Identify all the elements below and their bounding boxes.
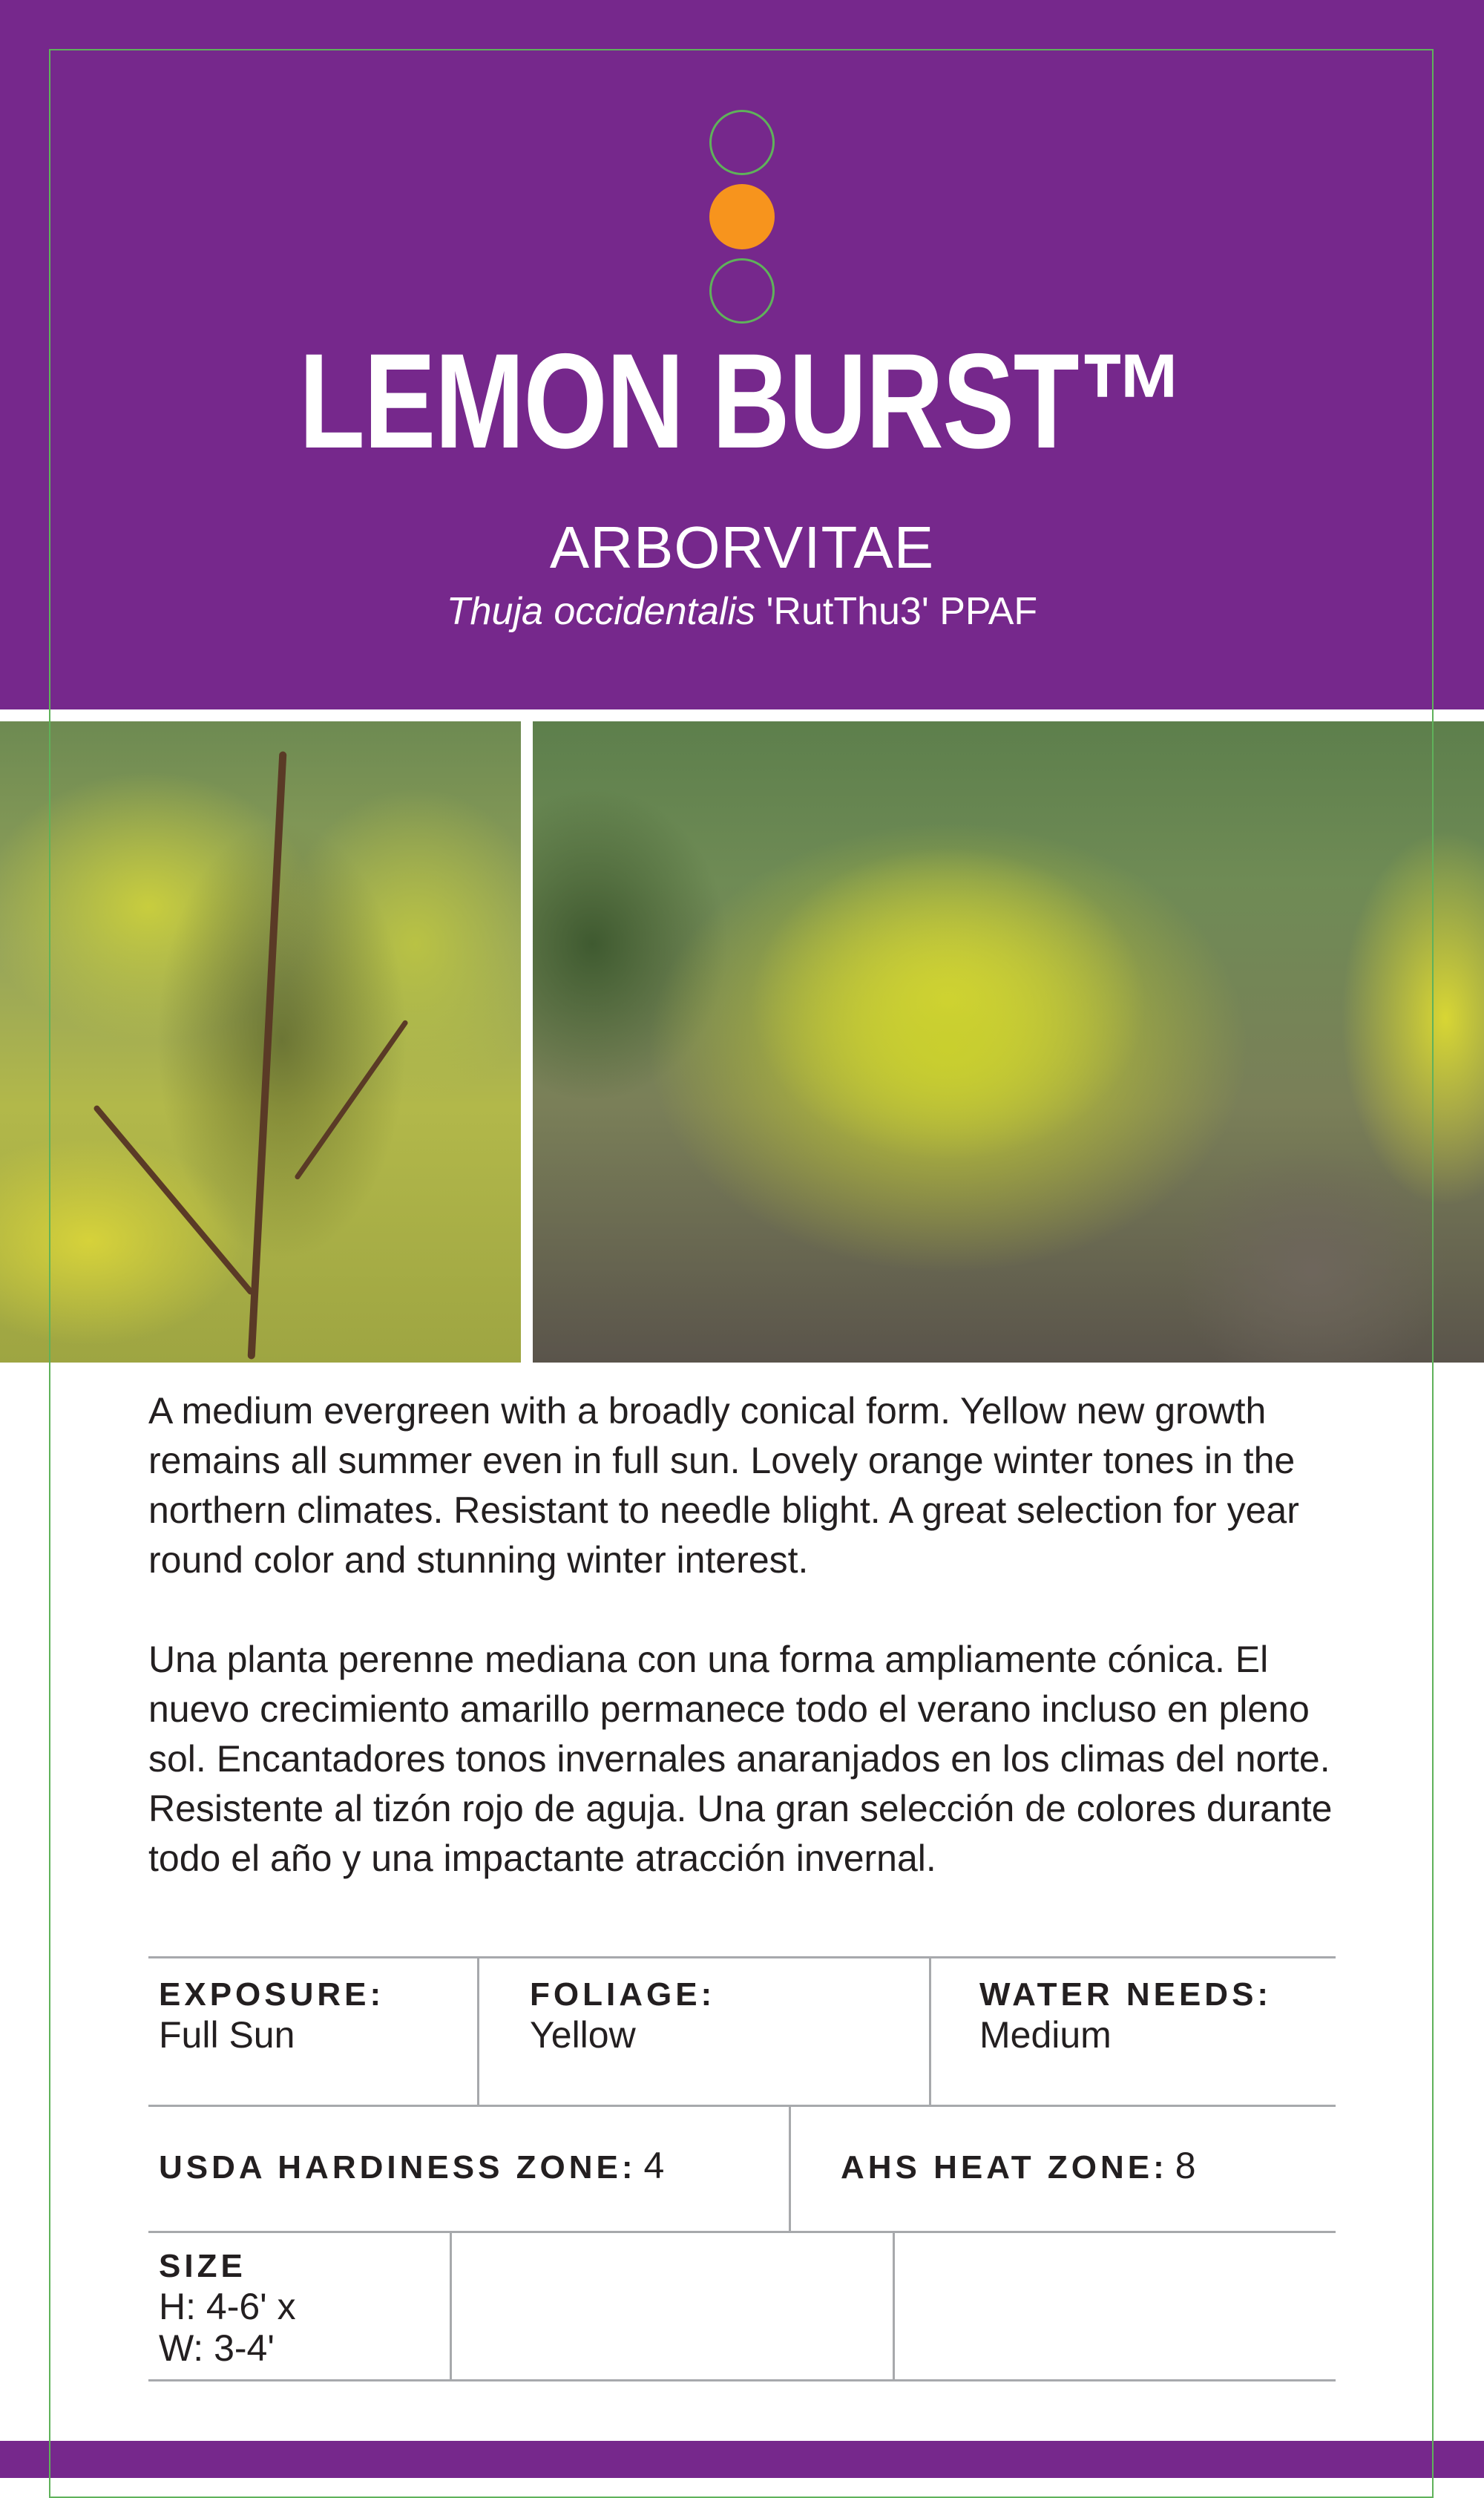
spec-value: Medium xyxy=(979,2014,1112,2056)
spec-value: Yellow xyxy=(530,2014,636,2056)
spec-label: AHS HEAT ZONE: xyxy=(841,2149,1168,2186)
photo-branch xyxy=(294,1020,409,1181)
photo-stem xyxy=(248,751,287,1359)
spec-foliage xyxy=(530,1976,715,2056)
table-column-divider xyxy=(477,1956,479,2105)
photo-branch xyxy=(93,1104,255,1296)
plant-title: LEMON BURST™ xyxy=(298,325,1186,476)
spec-label: EXPOSURE: xyxy=(159,1976,385,2013)
description-english: A medium evergreen with a broadly conical form. Yellow new growth remains all summer even in full sun. Lovely orange winter tones in the northern climates. Resistant to needle blight. A great selection for year round color and stunning winter interest. xyxy=(148,1390,1299,1581)
spec-heat-zone xyxy=(841,2145,1196,2187)
plant-closeup-photo xyxy=(0,721,521,1363)
table-column-divider xyxy=(450,2231,452,2379)
spec-label: WATER NEEDS: xyxy=(979,1976,1273,2013)
size-height: H: 4-6' x xyxy=(159,2286,296,2327)
table-divider xyxy=(148,2379,1336,2381)
table-divider xyxy=(148,2105,1336,2107)
table-column-divider xyxy=(893,2231,895,2379)
size-width: W: 3-4' xyxy=(159,2327,275,2369)
filled-orange-circle-icon xyxy=(709,184,775,249)
spec-label: FOLIAGE: xyxy=(530,1976,716,2013)
spec-exposure xyxy=(159,1976,384,2056)
spec-value: 8 xyxy=(1175,2145,1196,2186)
table-divider xyxy=(148,1956,1336,1958)
plant-type: ARBORVITAE xyxy=(549,514,935,580)
botanical-species: Thuja occidentalis xyxy=(446,590,756,633)
spec-size xyxy=(159,2247,296,2369)
table-column-divider xyxy=(789,2105,791,2231)
spec-value: 4 xyxy=(643,2145,665,2186)
outline-circle-icon xyxy=(709,110,775,175)
spec-value: Full Sun xyxy=(159,2014,295,2056)
table-column-divider xyxy=(929,1956,931,2105)
plant-shrub-photo xyxy=(533,721,1484,1363)
spec-label: USDA HARDINESS ZONE: xyxy=(159,2149,637,2186)
spec-label: SIZE xyxy=(159,2248,246,2284)
outline-circle-icon xyxy=(709,258,775,324)
table-divider xyxy=(148,2231,1336,2233)
botanical-cultivar: 'RutThu3' PPAF xyxy=(755,590,1038,633)
spec-water-needs xyxy=(979,1976,1272,2056)
description-spanish: Una planta perenne mediana con una forma ampliamente cónica. El nuevo crecimiento amarillo permanece todo el verano incluso en pleno sol. Encantadores tonos invernales anaranjados en los climas del norte. Resistente al tizón rojo de aguja. Una gran selección de colores durante todo el año y una impactante atracción invernal. xyxy=(148,1639,1333,1879)
footer-band xyxy=(0,2441,1484,2478)
spec-hardiness-zone xyxy=(159,2145,664,2187)
botanical-name xyxy=(0,588,1484,635)
